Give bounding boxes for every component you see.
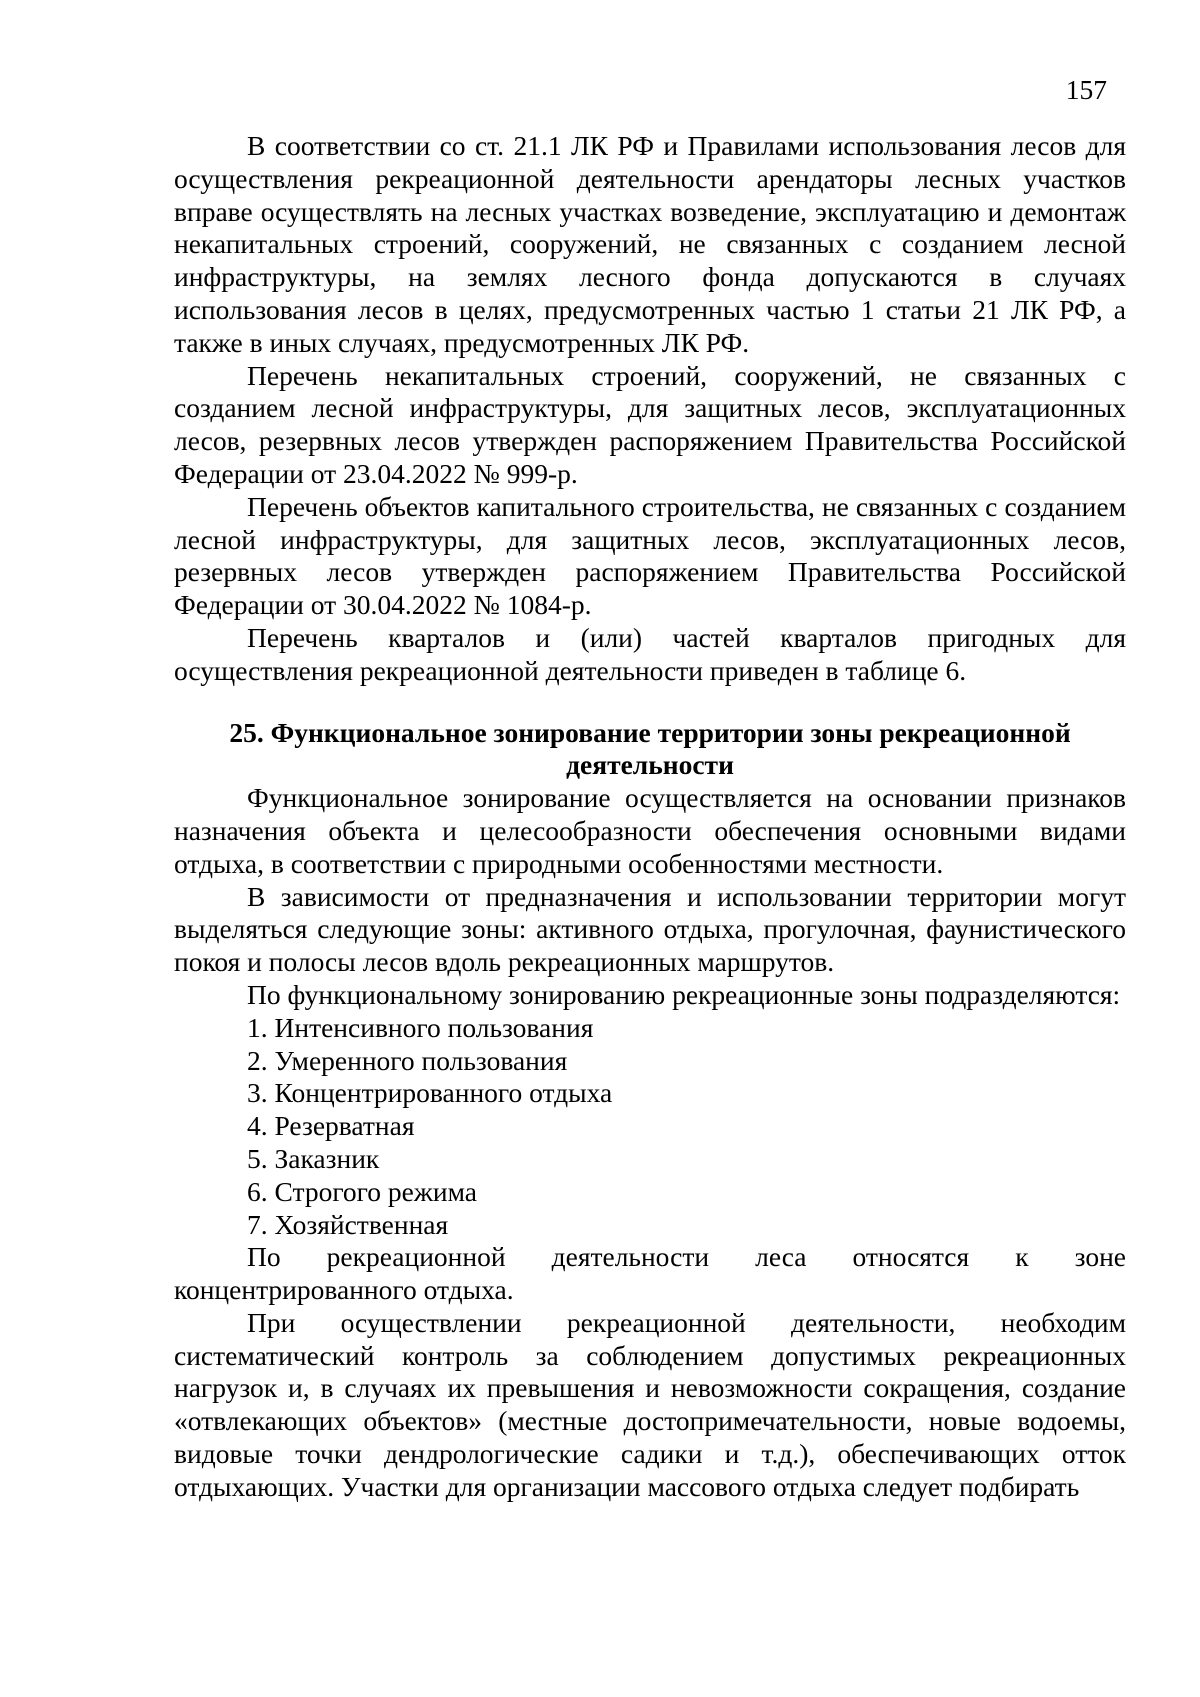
paragraph-zoning-basis: Функциональное зонирование осуществляется на основании признаков назначения объекта и целесообразности обеспечения основными видами отдыха, в соответствии с природными особенностями местности. xyxy=(174,782,1126,879)
paragraph-forest-zone: По рекреационной деятельности леса относятся к зоне концентрированного отдыха. xyxy=(174,1241,1126,1306)
paragraph-quarters-table-ref: Перечень кварталов и (или) частей кварталов пригодных для осуществления рекреационной деятельности приведен в таблице 6. xyxy=(174,621,1126,686)
paragraph-load-control: При осуществлении рекреационной деятельности, необходим систематический контроль за соблюдением допустимых рекреационных нагрузок и, в случаях их превышения и невозможности сокращения, создание «отвлекающих объектов» (местные достопримечательности, новые водоемы, видовые точки дендрологические садики и т.д.), обеспечивающих отток отдыхающих. Участки для организации массового отдыха следует подбирать xyxy=(174,1306,1126,1502)
page-content xyxy=(174,130,1126,1504)
list-item: 1. Интенсивного пользования xyxy=(247,1011,594,1043)
paragraph-zones-intro: По функциональному зонированию рекреационные зоны подразделяются: xyxy=(247,978,1121,1010)
list-item: 6. Строгого режима xyxy=(247,1175,477,1207)
section-title: 25. Функциональное зонирование территории зоны рекреационной деятельности xyxy=(229,716,1071,781)
list-item: 4. Резерватная xyxy=(247,1110,415,1142)
paragraph-lk-rf-rights: В соответствии со ст. 21.1 ЛК РФ и Правилами использования лесов для осуществления рекреационной деятельности арендаторы лесных участков вправе осуществлять на лесных участках возведение, эксплуатацию и демонтаж некапитальных строений, сооружений, не связанных с созданием лесной инфраструктуры, на землях лесного фонда допускаются в случаях использования лесов в целях, предусмотренных частью 1 статьи 21 ЛК РФ, а также в иных случаях, предусмотренных ЛК РФ. xyxy=(174,130,1126,358)
list-item: 2. Умеренного пользования xyxy=(247,1044,568,1076)
list-item: 7. Хозяйственная xyxy=(247,1208,449,1240)
page-number: 157 xyxy=(1065,74,1107,105)
zones-list xyxy=(174,1012,1126,1242)
list-item: 5. Заказник xyxy=(247,1142,380,1174)
paragraph-zone-types: В зависимости от предназначения и использовании территории могут выделяться следующие зоны: активного отдыха, прогулочная, фаунистического покоя и полосы лесов вдоль рекреационных маршрутов. xyxy=(174,880,1126,978)
paragraph-noncapital-list: Перечень некапитальных строений, сооружений, не связанных с созданием лесной инфраструктуры, для защитных лесов, эксплуатационных лесов, резервных лесов утвержден распоряжением Правительства Российской Федерации от 23.04.2022 № 999-р. xyxy=(174,359,1126,489)
paragraph-capital-list: Перечень объектов капитального строительства, не связанных с созданием лесной инфраструктуры, для защитных лесов, эксплуатационных лесов, резервных лесов утвержден распоряжением Правительства Российской Федерации от 30.04.2022 № 1084-р. xyxy=(174,490,1126,621)
list-item: 3. Концентрированного отдыха xyxy=(247,1077,613,1109)
